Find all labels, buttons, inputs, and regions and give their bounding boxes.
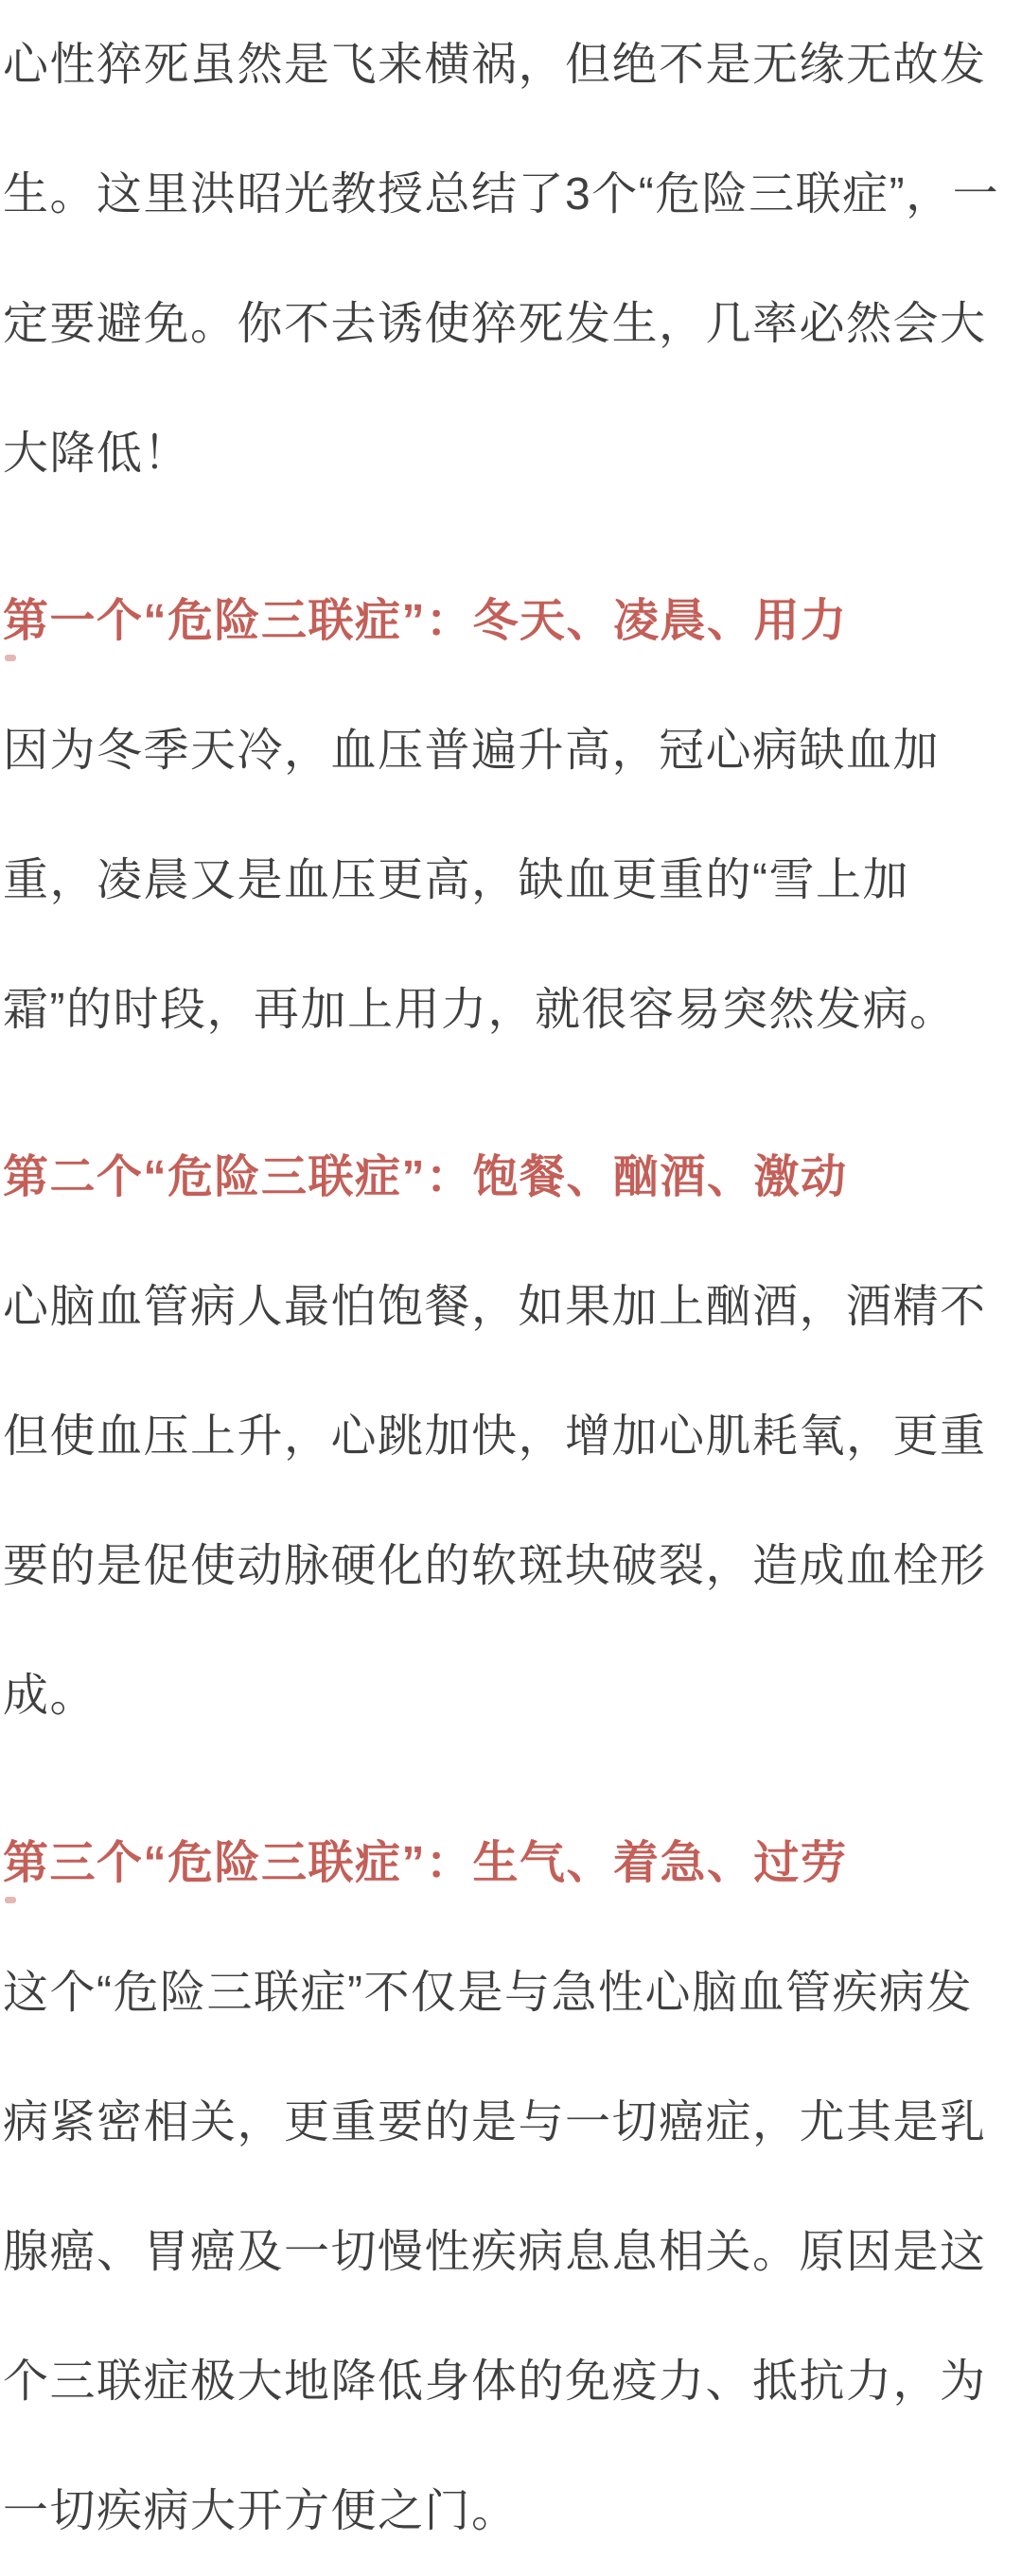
article-paragraph: 这个“危险三联症”不仅是与急性心脑血管疾病发病紧密相关，更重要的是与一切癌症，尤其是乳腺癌、胃癌及一切慢性疾病息息相关。原因是这个三联症极大地降低身体的免疫力、抵抗力，为一切疾病大开方便之门。 xyxy=(3,1968,987,2536)
section-heading: 第一个“危险三联症”：冬天、凌晨、用力 xyxy=(3,556,1018,686)
stray-red-mark xyxy=(5,655,16,661)
article-paragraph: 心脑血管病人最怕饱餐，如果加上酗酒，酒精不但使血压上升，心跳加快，增加心肌耗氧，更重要的是促使动脉硬化的软斑块破裂，造成血栓形成。 xyxy=(3,1282,987,1721)
section-heading: 第三个“危险三联症”：生气、着急、过劳 xyxy=(3,1798,1018,1928)
article-paragraph: 心性猝死虽然是飞来横祸，但绝不是无缘无故发生。这里洪昭光教授总结了3个“危险三联症”，一定要避免。你不去诱使猝死发生，几率必然会大大降低！ xyxy=(3,40,1000,479)
stray-red-mark xyxy=(5,1897,16,1903)
section-heading: 第二个“危险三联症”：饱餐、酗酒、激动 xyxy=(3,1152,848,1202)
article-paragraph: 因为冬季天冷，血压普遍升高，冠心病缺血加重，凌晨又是血压更高，缺血更重的“雪上加霜”的时段，再加上用力，就很容易突然发病。 xyxy=(3,726,957,1035)
